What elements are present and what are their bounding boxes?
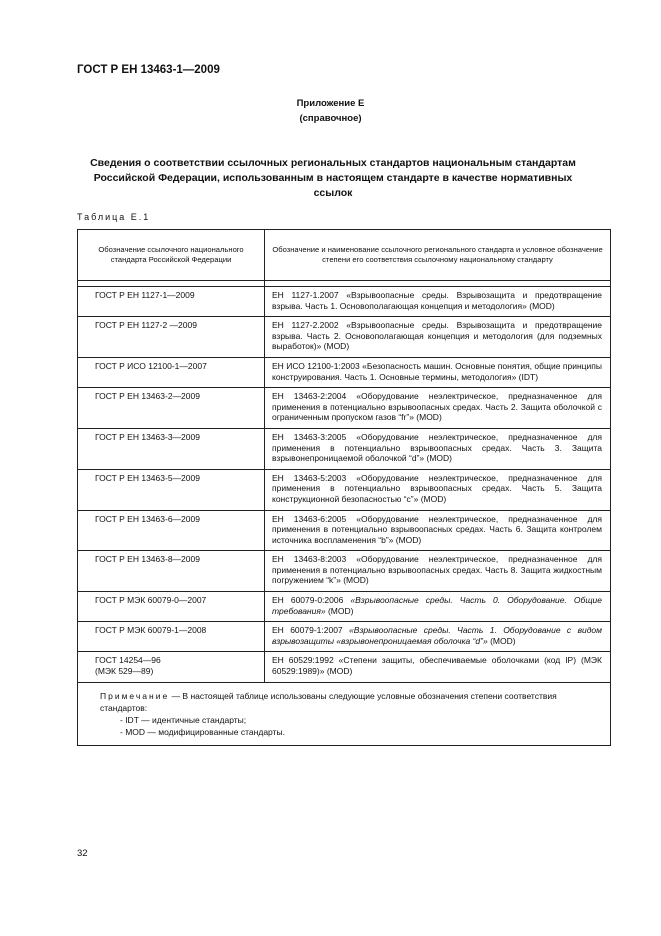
national-standard-cell: ГОСТ Р ЕН 1127-2 —2009 [78,317,265,358]
regional-standard-cell: ЕН 13463-6:2005 «Оборудование неэлектрическое, предназначенное для применения в потенциально взрывоопасных средах. Часть 6. Защита контролем источника воспламенения “b”» (MOD) [265,510,611,551]
table-row [78,287,611,317]
correspondence-table [77,229,611,746]
table-header-row [78,230,611,281]
regional-standard-cell: ЕН 1127-2.2002 «Взрывоопасные среды. Взрывозащита и предотвращение взрыва. Часть 2. Основополагающая концепция и методология (для подземных выработок)» (MOD) [265,317,611,358]
national-standard-line: ГОСТ 14254—96 [95,655,161,666]
regional-degree: (MOD) [487,635,516,646]
table-row [78,652,611,682]
regional-standard-cell: ЕН 13463-3:2005 «Оборудование неэлектрическое, предназначенное для применения в потенциально взрывоопасных средах. Часть 3. Защита взрывонепроницаемой оболочкой “d”» (MOD) [265,428,611,469]
regional-code: ЕН 60079-0:2006 [272,595,351,606]
appendix-heading [0,96,661,126]
table-row [78,388,611,429]
regional-standard-cell: ЕН 1127-1.2007 «Взрывоопасные среды. Взрывозащита и предотвращение взрыва. Часть 1. Основополагающая концепция и методология» (MOD) [265,287,611,317]
national-standard-cell: ГОСТ Р ЕН 13463-2—2009 [78,388,265,429]
national-standard-cell: ГОСТ Р ЕН 13463-8—2009 [78,551,265,592]
table-row [78,592,611,622]
regional-standard-cell: ЕН 13463-2:2004 «Оборудование неэлектрическое, предназначенное для применения в потенциально взрывоопасных средах. Часть 2. Защита оболочкой с ограниченным пропуском газов “fr”» (MOD) [265,388,611,429]
table-row [78,357,611,387]
regional-standard-cell: ЕН 60529:1992 «Степени защиты, обеспечиваемые оболочками (код IP) (МЭК 60529:1989)» (MOD) [265,652,611,682]
national-standard-cell: ГОСТ Р ЕН 13463-3—2009 [78,428,265,469]
national-standard-line: (МЭК 529—89) [95,666,154,677]
note-item: - IDT — идентичные стандарты; [120,715,247,726]
regional-code: ЕН 60079-1:2007 [272,625,350,636]
appendix-note: (справочное) [299,113,362,124]
note-text: — В настоящей таблице использованы следующие условные обозначения степени соответствия стандартов: [100,690,557,713]
regional-standard-cell [265,592,611,622]
national-standard-cell [78,652,265,682]
header-regional-standard: Обозначение и наименование ссылочного регионального стандарта и условное обозначение степени его соответствия ссылочному национальному стандарту [265,230,611,281]
page-number: 32 [77,848,88,859]
table-row [78,469,611,510]
note-item: - MOD — модифицированные стандарты. [120,727,285,738]
table-row [78,428,611,469]
table-row [78,317,611,358]
national-standard-cell: ГОСТ Р ЕН 13463-5—2009 [78,469,265,510]
table-note-row [78,682,611,746]
national-standard-cell: ГОСТ Р ЕН 1127-1—2009 [78,287,265,317]
regional-title-italic: «Взрывоопасные среды. Часть 0. Оборудование. Общие требования» [272,595,603,616]
table-row [78,551,611,592]
national-standard-cell: ГОСТ Р ЕН 13463-6—2009 [78,510,265,551]
regional-standard-cell [265,622,611,652]
regional-standard-cell: ЕН ИСО 12100-1:2003 «Безопасность машин. Основные понятия, общие принципы конструирования. Часть 1. Основные термины, методология» (IDT) [265,357,611,387]
regional-degree: (MOD) [325,605,354,616]
note-label: Примечание [100,690,170,701]
note-intro [100,690,600,714]
table-row [78,510,611,551]
document-code-header: ГОСТ Р ЕН 13463-1—2009 [77,64,220,76]
national-standard-cell: ГОСТ Р МЭК 60079-1—2008 [78,622,265,652]
regional-standard-cell: ЕН 13463-8:2003 «Оборудование неэлектрическое, предназначенное для применения в потенциально взрывоопасных средах. Часть 8. Защита жидкостным погружением “k”» (MOD) [265,551,611,592]
national-standard-cell: ГОСТ Р ИСО 12100-1—2007 [78,357,265,387]
table-row [78,622,611,652]
regional-standard-cell: ЕН 13463-5:2003 «Оборудование неэлектрическое, предназначенное для применения в потенциально взрывоопасных средах. Часть 5. Защита конструкционной безопасностью “c”» (MOD) [265,469,611,510]
national-standard-cell: ГОСТ Р МЭК 60079-0—2007 [78,592,265,622]
regional-title-italic: «Взрывоопасные среды. Часть 1. Оборудование с видом взрывозащиты «взрывонепроницаемая оболочка “d”» [272,625,602,646]
section-title: Сведения о соответствии ссылочных региональных стандартов национальным стандартам Российской Федерации, использованным в настоящем стандарте в качестве нормативных ссылок [90,157,576,199]
appendix-label: Приложение Е [296,98,365,109]
table-note [78,682,611,746]
table-caption: Таблица Е.1 [77,212,151,222]
header-national-standard: Обозначение ссылочного национального стандарта Российской Федерации [78,230,265,281]
